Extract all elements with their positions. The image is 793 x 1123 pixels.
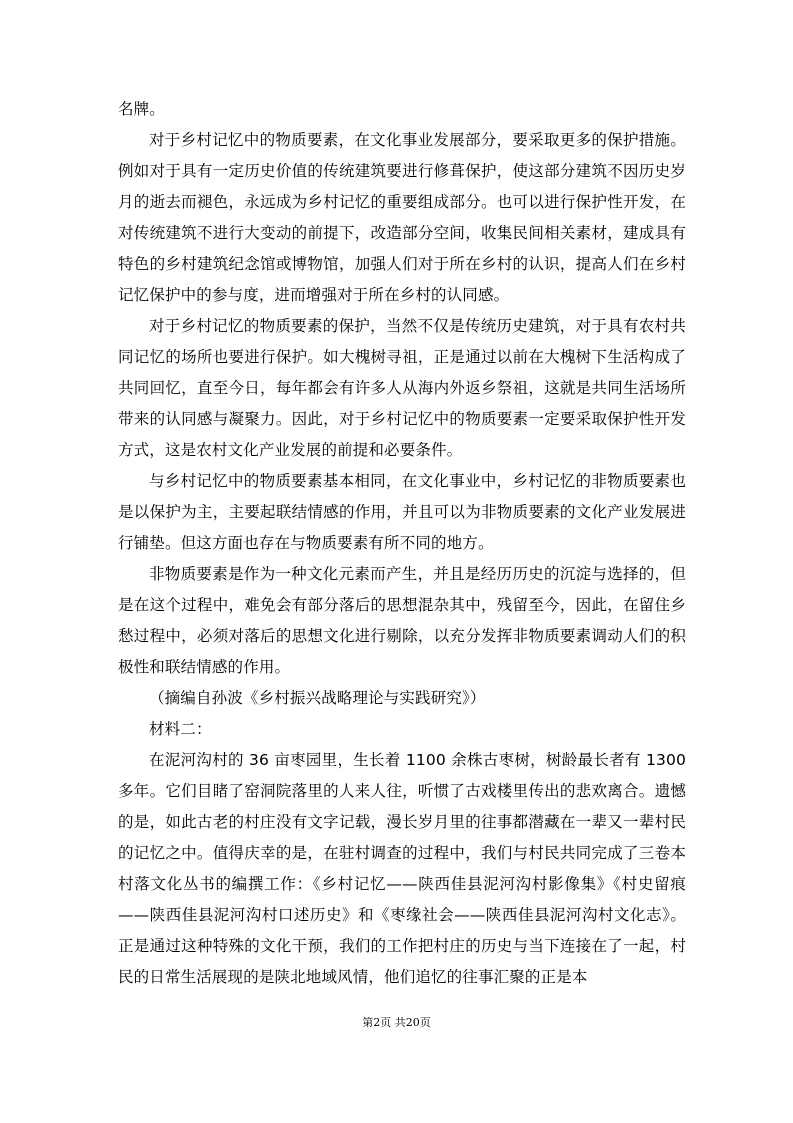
document-body: [118, 94, 686, 993]
paragraph-material-protection: 对于乡村记忆中的物质要素，在文化事业发展部分，要采取更多的保护措施。例如对于具有一定历史价值的传统建筑要进行修葺保护，使这部分建筑不因历史岁月的逝去而褪色，永远成为乡村记忆的重要组成部分。也可以进行保护性开发，在对传统建筑不进行大变动的前提下，改造部分空间，收集民间相关素材，建成具有特色的乡村建筑纪念馆或博物馆，加强人们对于所在乡村的认识，提高人们在乡村记忆保护中的参与度，进而增强对于所在乡村的认同感。: [118, 131, 686, 304]
paragraph-non-material-selection: 非物质要素是作为一种文化元素而产生，并且是经历历史的沉淀与选择的，但是在这个过程中，难免会有部分落后的思想混杂其中，残留至今，因此，在留住乡愁过程中，必须对落后的思想文化进行剔除，以充分发挥非物质要素调动人们的积极性和联结情感的作用。: [118, 565, 686, 676]
paragraph-continuation: 名牌。: [118, 100, 165, 118]
paragraph-nihegou-village: 在泥河沟村的 36 亩枣园里，生长着 1100 余株古枣树，树龄最长者有 1300 多年。它们目睹了窑洞院落里的人来人往，听惯了古戏楼里传出的悲欢离合。遗憾的是，如此古老的村庄没有文字记载，漫长岁月里的往事都潜藏在一辈又一辈村民的记忆之中。值得庆幸的是，在驻村调查的过程中，我们与村民共同完成了三卷本村落文化丛书的编撰工作：《乡村记忆——陕西佳县泥河沟村影像集》《村史留痕——陕西佳县泥河沟村口述历史》和《枣缘社会——陕西佳县泥河沟村文化志》。正是通过这种特殊的文化干预，我们的工作把村庄的历史与当下连接在了一起，村民的日常生活展现的是陕北地域风情，他们追忆的往事汇聚的正是本: [118, 751, 686, 986]
material-two-heading: 材料二：: [149, 720, 212, 738]
paragraph-shared-places: 对于乡村记忆的物质要素的保护，当然不仅是传统历史建筑，对于具有农村共同记忆的场所也要进行保护。如大槐树寻祖，正是通过以前在大槐树下生活构成了共同回忆，直至今日，每年都会有许多人从海内外返乡祭祖，这就是共同生活场所带来的认同感与凝聚力。因此，对于乡村记忆中的物质要素一定要采取保护性开发方式，这是农村文化产业发展的前提和必要条件。: [118, 317, 686, 459]
source-citation: （摘编自孙波《乡村振兴战略理论与实践研究》）: [149, 689, 486, 707]
page-number-footer: 第2页 共20页: [362, 1016, 431, 1029]
paragraph-non-material-similarity: 与乡村记忆中的物质要素基本相同，在文化事业中，乡村记忆的非物质要素也是以保护为主，主要起联结情感的作用，并且可以为非物质要素的文化产业发展进行铺垫。但这方面也存在与物质要素有所不同的地方。: [118, 472, 686, 552]
